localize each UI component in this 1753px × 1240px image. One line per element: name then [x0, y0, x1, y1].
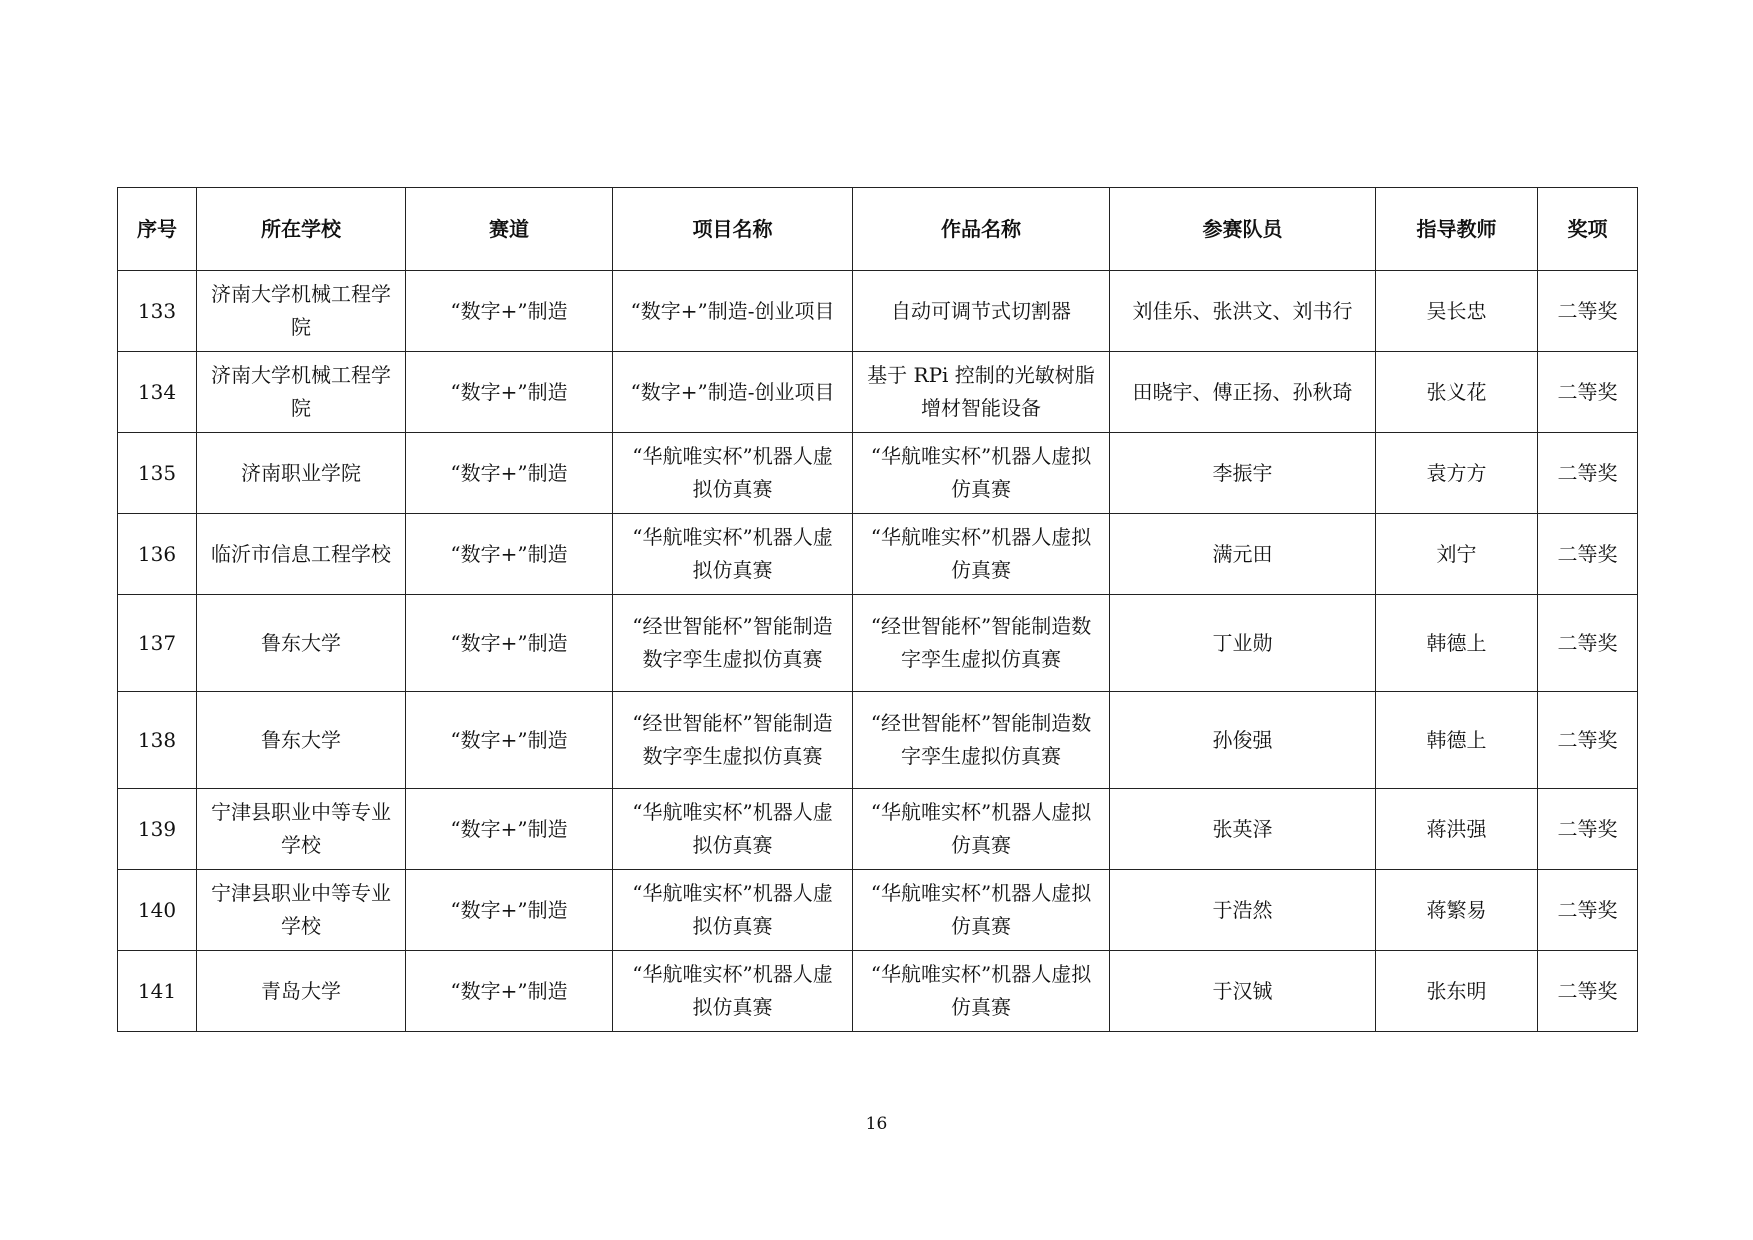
table-row — [118, 271, 1638, 352]
cell-track: “数字+”制造 — [406, 692, 613, 789]
cell-award: 二等奖 — [1538, 595, 1638, 692]
cell-members: 李振宇 — [1110, 433, 1376, 514]
cell-award: 二等奖 — [1538, 271, 1638, 352]
cell-index: 134 — [118, 352, 197, 433]
cell-award: 二等奖 — [1538, 692, 1638, 789]
cell-index: 137 — [118, 595, 197, 692]
cell-teacher: 蒋洪强 — [1376, 789, 1538, 870]
cell-project: “华航唯实杯”机器人虚拟仿真赛 — [613, 870, 853, 951]
cell-work: 基于 RPi 控制的光敏树脂增材智能设备 — [853, 352, 1110, 433]
header-members: 参赛队员 — [1110, 188, 1376, 271]
cell-award: 二等奖 — [1538, 789, 1638, 870]
cell-index: 140 — [118, 870, 197, 951]
cell-project: “华航唯实杯”机器人虚拟仿真赛 — [613, 514, 853, 595]
cell-track: “数字+”制造 — [406, 870, 613, 951]
cell-school: 鲁东大学 — [197, 692, 406, 789]
cell-project: “经世智能杯”智能制造数字孪生虚拟仿真赛 — [613, 595, 853, 692]
cell-index: 133 — [118, 271, 197, 352]
cell-index: 141 — [118, 951, 197, 1032]
cell-award: 二等奖 — [1538, 352, 1638, 433]
cell-school: 济南大学机械工程学院 — [197, 271, 406, 352]
table-row — [118, 692, 1638, 789]
cell-project: “数字+”制造-创业项目 — [613, 352, 853, 433]
cell-index: 135 — [118, 433, 197, 514]
cell-teacher: 刘宁 — [1376, 514, 1538, 595]
header-school: 所在学校 — [197, 188, 406, 271]
cell-award: 二等奖 — [1538, 433, 1638, 514]
cell-index: 139 — [118, 789, 197, 870]
table-row — [118, 514, 1638, 595]
cell-award: 二等奖 — [1538, 514, 1638, 595]
cell-members: 于浩然 — [1110, 870, 1376, 951]
cell-school: 鲁东大学 — [197, 595, 406, 692]
cell-project: “华航唯实杯”机器人虚拟仿真赛 — [613, 433, 853, 514]
cell-school: 青岛大学 — [197, 951, 406, 1032]
cell-school: 济南职业学院 — [197, 433, 406, 514]
cell-teacher: 韩德上 — [1376, 692, 1538, 789]
cell-members: 孙俊强 — [1110, 692, 1376, 789]
cell-members: 丁业勋 — [1110, 595, 1376, 692]
cell-members: 刘佳乐、张洪文、刘书行 — [1110, 271, 1376, 352]
cell-work: “华航唯实杯”机器人虚拟仿真赛 — [853, 514, 1110, 595]
cell-members: 于汉铖 — [1110, 951, 1376, 1032]
cell-work: “华航唯实杯”机器人虚拟仿真赛 — [853, 433, 1110, 514]
header-award: 奖项 — [1538, 188, 1638, 271]
cell-award: 二等奖 — [1538, 870, 1638, 951]
header-work: 作品名称 — [853, 188, 1110, 271]
cell-project: “经世智能杯”智能制造数字孪生虚拟仿真赛 — [613, 692, 853, 789]
cell-track: “数字+”制造 — [406, 951, 613, 1032]
cell-work: “华航唯实杯”机器人虚拟仿真赛 — [853, 951, 1110, 1032]
cell-work: “经世智能杯”智能制造数字孪生虚拟仿真赛 — [853, 595, 1110, 692]
cell-track: “数字+”制造 — [406, 271, 613, 352]
cell-track: “数字+”制造 — [406, 433, 613, 514]
header-project: 项目名称 — [613, 188, 853, 271]
cell-track: “数字+”制造 — [406, 595, 613, 692]
page-number: 16 — [865, 1114, 888, 1134]
cell-work: “华航唯实杯”机器人虚拟仿真赛 — [853, 870, 1110, 951]
cell-teacher: 韩德上 — [1376, 595, 1538, 692]
cell-teacher: 吴长忠 — [1376, 271, 1538, 352]
cell-members: 满元田 — [1110, 514, 1376, 595]
cell-school: 宁津县职业中等专业学校 — [197, 870, 406, 951]
cell-index: 138 — [118, 692, 197, 789]
cell-track: “数字+”制造 — [406, 352, 613, 433]
header-track: 赛道 — [406, 188, 613, 271]
header-index: 序号 — [118, 188, 197, 271]
cell-teacher: 张东明 — [1376, 951, 1538, 1032]
cell-school: 临沂市信息工程学校 — [197, 514, 406, 595]
cell-teacher: 蒋繁易 — [1376, 870, 1538, 951]
cell-teacher: 袁方方 — [1376, 433, 1538, 514]
cell-track: “数字+”制造 — [406, 514, 613, 595]
cell-award: 二等奖 — [1538, 951, 1638, 1032]
table-row — [118, 433, 1638, 514]
cell-track: “数字+”制造 — [406, 789, 613, 870]
cell-work: 自动可调节式切割器 — [853, 271, 1110, 352]
header-teacher: 指导教师 — [1376, 188, 1538, 271]
cell-project: “数字+”制造-创业项目 — [613, 271, 853, 352]
award-table — [117, 187, 1638, 1032]
cell-index: 136 — [118, 514, 197, 595]
table-row — [118, 951, 1638, 1032]
table-row — [118, 352, 1638, 433]
cell-work: “华航唯实杯”机器人虚拟仿真赛 — [853, 789, 1110, 870]
header-row — [118, 188, 1638, 271]
table-row — [118, 870, 1638, 951]
cell-project: “华航唯实杯”机器人虚拟仿真赛 — [613, 789, 853, 870]
cell-project: “华航唯实杯”机器人虚拟仿真赛 — [613, 951, 853, 1032]
table-row — [118, 595, 1638, 692]
cell-members: 田晓宇、傅正扬、孙秋琦 — [1110, 352, 1376, 433]
cell-school: 济南大学机械工程学院 — [197, 352, 406, 433]
cell-work: “经世智能杯”智能制造数字孪生虚拟仿真赛 — [853, 692, 1110, 789]
cell-school: 宁津县职业中等专业学校 — [197, 789, 406, 870]
table-row — [118, 789, 1638, 870]
cell-teacher: 张义花 — [1376, 352, 1538, 433]
cell-members: 张英泽 — [1110, 789, 1376, 870]
